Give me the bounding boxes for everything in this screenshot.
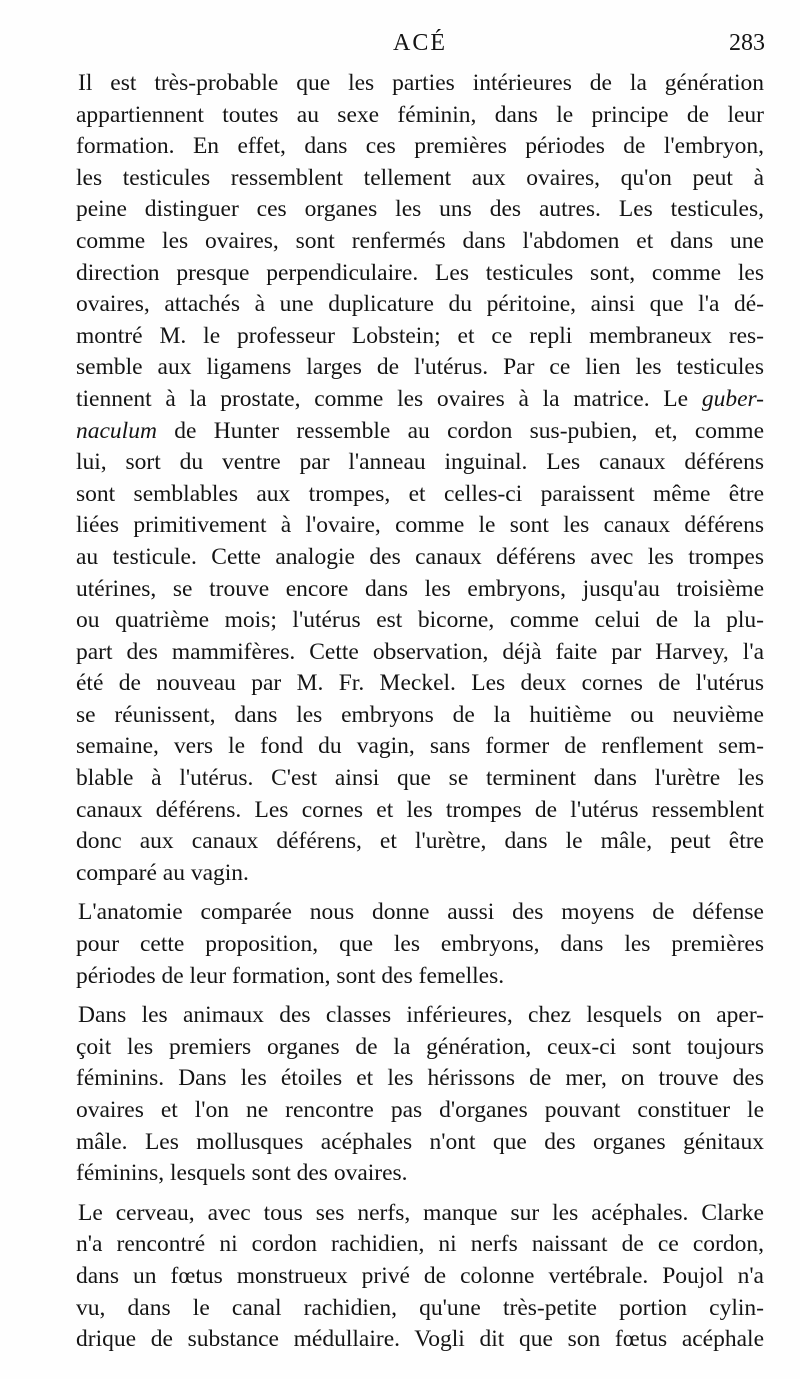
- running-head: [75, 30, 765, 62]
- text-line: drique de substance médullaire. Vogli dit que son fœtus acéphale: [76, 1326, 764, 1353]
- text-line: peine distinguer ces organes les uns des autres. Les testicules,: [76, 196, 764, 223]
- text-line: Dans les animaux des classes inférieures, chez lesquels on aper-: [78, 1002, 764, 1029]
- text-line: sont semblables aux trompes, et celles-ci paraissent même être: [76, 480, 764, 507]
- text-line: appartiennent toutes au sexe féminin, dans le principe de leur: [76, 101, 764, 128]
- text-line: mâle. Les mollusques acéphales n'ont que des organes génitaux: [76, 1128, 764, 1155]
- text-line: ovaires et l'on ne rencontre pas d'organes pouvant constituer le: [76, 1097, 764, 1123]
- text-line: n'a rencontré ni cordon rachidien, ni nerfs naissant de ce cordon,: [76, 1231, 764, 1258]
- text-line: canaux déférens. Les cornes et les trompes de l'utérus ressemblent: [76, 796, 764, 823]
- text-line: féminins. Dans les étoiles et les hérissons de mer, on trouve des: [76, 1065, 764, 1092]
- text-line: formation. En effet, dans ces premières périodes de l'embryon,: [76, 133, 764, 160]
- paragraph-lower-animals: [76, 1000, 764, 1190]
- page-number: 283: [729, 30, 765, 56]
- text-line: L'anatomie comparée nous donne aussi des moyens de défense: [78, 899, 764, 926]
- text-line: part des mammifères. Cette observation, déjà faite par Harvey, l'a: [76, 638, 764, 665]
- italic-term: guber-: [701, 385, 764, 412]
- text-line: féminins, lesquels sont des ovaires.: [76, 1160, 408, 1187]
- text-line: été de nouveau par M. Fr. Meckel. Les deux cornes de l'utérus: [76, 670, 764, 697]
- paragraph-acephalic-brain: [76, 1198, 764, 1356]
- text-line: lui, sort du ventre par l'anneau inguinal. Les canaux déférens: [76, 449, 764, 476]
- text-line: Il est très-probable que les parties intérieures de la génération: [78, 70, 764, 96]
- text-line: donc aux canaux déférens, et l'urètre, dans le mâle, peut être: [76, 828, 764, 855]
- text-line: naculum de Hunter ressemble au cordon sus-pubien, et, comme: [76, 417, 764, 444]
- text-line: liées primitivement à l'ovaire, comme le sont les canaux déférens: [76, 512, 764, 539]
- text-line: dans un fœtus monstrueux privé de colonne vertébrale. Poujol n'a: [76, 1262, 764, 1289]
- text-line: comparé au vagin.: [76, 859, 249, 886]
- text-line: semaine, vers le fond du vagin, sans former de renflement sem-: [76, 733, 764, 760]
- text-line: montré M. le professeur Lobstein; et ce repli membraneux res-: [76, 322, 764, 349]
- text-line: au testicule. Cette analogie des canaux déférens avec les trompes: [76, 543, 764, 570]
- paragraph-embryo-organs: [76, 68, 764, 889]
- text-line: utérines, se trouve encore dans les embryons, jusqu'au troisième: [76, 575, 764, 602]
- text-line: périodes de leur formation, sont des femelles.: [76, 962, 505, 989]
- text-line: direction presque perpendiculaire. Les testicules sont, comme les: [76, 259, 764, 286]
- text-line: se réunissent, dans les embryons de la huitième ou neuvième: [76, 701, 764, 728]
- text-line: vu, dans le canal rachidien, qu'une très-petite portion cylin-: [76, 1294, 764, 1321]
- text-line: çoit les premiers organes de la génération, ceux-ci sont toujours: [76, 1033, 764, 1060]
- text-line: Le cerveau, avec tous ses nerfs, manque sur les acéphales. Clarke: [78, 1199, 764, 1226]
- body-text: [76, 68, 764, 1364]
- text-line: comme les ovaires, sont renfermés dans l'abdomen et dans une: [76, 227, 764, 254]
- text-line: semble aux ligamens larges de l'utérus. Par ce lien les testicules: [76, 354, 764, 381]
- text-line: blable à l'utérus. C'est ainsi que se terminent dans l'urètre les: [76, 765, 764, 792]
- text-line: tiennent à la prostate, comme les ovaires à la matrice. Le guber-: [76, 385, 764, 412]
- text-line: ovaires, attachés à une duplicature du péritoine, ainsi que l'a dé-: [76, 291, 764, 318]
- text-line: ou quatrième mois; l'utérus est bicorne, comme celui de la plu-: [76, 607, 764, 634]
- text-line: pour cette proposition, que les embryons, dans les premières: [76, 931, 764, 958]
- paragraph-comparative-anatomy: [76, 897, 764, 992]
- text-line: les testicules ressemblent tellement aux ovaires, qu'on peut à: [76, 164, 764, 191]
- running-title: ACÉ: [393, 30, 447, 56]
- italic-term: naculum: [76, 417, 157, 444]
